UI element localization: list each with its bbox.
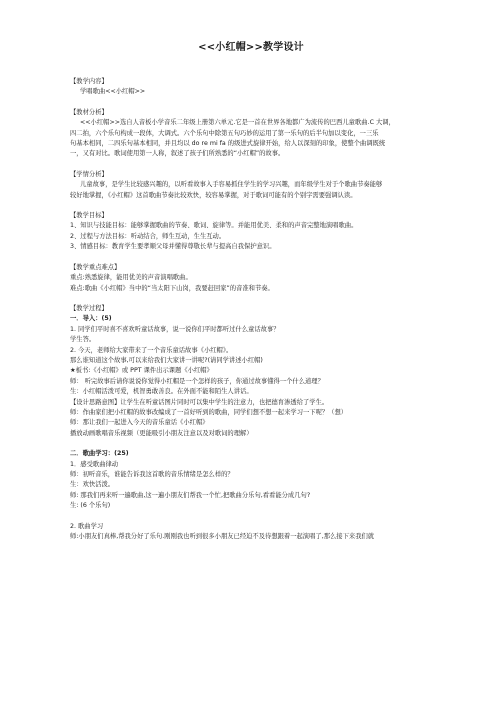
paragraph-line: 四二拍，六个乐句构成一段体，大调式。六个乐句中除第五句巧妙的运用了第一乐句的后半句加以变化，一三乐	[70, 129, 379, 137]
section-textbook-analysis	[70, 108, 432, 160]
section-heading: 【教学过程】	[70, 304, 108, 312]
document-page	[70, 38, 432, 542]
section-process	[70, 304, 432, 543]
page-title: <<小红帽>>教学设计	[198, 42, 304, 53]
subsection-heading: 二．歌曲学习：(25)	[70, 450, 129, 458]
paragraph-line: 儿童故事，是学生比较感兴趣的，以听看故事入手容易抓住学生的学习兴趣，而年级学生对于个歌曲节奏能够	[80, 181, 383, 189]
list-item: ★板书:《小红帽》或 PPT 课件出示课题《小红帽》	[70, 367, 213, 375]
list-item: 生: (6 个乐句)	[70, 502, 111, 510]
paragraph-line: 学唱歌曲<<小红帽>>	[80, 88, 146, 96]
section-heading: 【教材分析】	[70, 108, 108, 116]
list-item: 1．感受歌曲律动	[70, 460, 119, 468]
list-item: 2、过程与方法目标：听动结合，师生互动，生生互动。	[70, 232, 226, 240]
list-item: 2. 今天，老师给大家带来了一个音乐童话故事《小红帽》。	[70, 346, 233, 354]
list-item: 播放动画歌唱音乐视频（更能吸引小朋友注意以及对歌词的理解）	[70, 429, 253, 437]
paragraph-line: 一，又有对比。歌词使用第一人称，叙述了孩子们所熟悉的“小红帽”的故事。	[70, 150, 285, 158]
list-item: 师：初听音乐，谁能告诉我这首歌的音乐情绪是怎么样的？	[70, 471, 234, 478]
list-item: 师:小朋友们真棒,帮我分好了乐句.刚刚我也听到很多小朋友已经迫不及待想跟着一起演唱了,那么接下来我们就	[70, 533, 375, 541]
section-heading: 【学情分析】	[70, 170, 108, 178]
section-heading: 【教学重点难点】	[70, 263, 121, 271]
section-content	[70, 77, 432, 98]
list-item: 1、知识与技能目标：能够掌握歌曲的节奏、歌词、旋律等。并能用优美、柔和的声音完整地演唱歌曲。	[70, 222, 358, 230]
list-item: 学生答。	[70, 336, 96, 344]
paragraph-line: 难点:歌曲《小红帽》当中的“当太阳下山岗，我要赶回家”的音准和节奏。	[70, 284, 274, 292]
paragraph-line: 重点:熟悉旋律，能用优美的声音演唱歌曲。	[70, 274, 192, 282]
list-item: 生：欢快活泼。	[70, 481, 115, 489]
list-item: 【设计思路意图】让学生在听童话图片同时可以集中学生的注意力，也把德育渗透给了学生。	[70, 398, 329, 406]
section-objectives	[70, 211, 432, 253]
list-item: 师：作曲家们把小红帽的故事改编成了一首好听到的歌曲，同学们想不想一起来学习一下呢？（想）	[70, 408, 348, 416]
list-item: 1. 同学们平时喜不喜欢听童话故事，说一说你们平时都听过什么童话故事？	[70, 325, 280, 333]
subsection-heading: 一．导入：(5)	[70, 315, 112, 323]
section-key-points	[70, 263, 432, 294]
section-heading: 【教学目标】	[70, 212, 108, 220]
list-item: 那么谁知道这个故事,可以来给我们大家讲一讲呢?(请同学讲述小红帽)	[70, 356, 263, 364]
paragraph-line: 较好地掌握，《小红帽》这首歌曲节奏比较欢快，较容易掌握，对于歌词可能有的个别字需要强调认读。	[70, 191, 357, 199]
section-heading: 【教学内容】	[70, 78, 108, 85]
section-student-analysis	[70, 170, 432, 201]
list-item: 2. 歌曲学习	[70, 522, 104, 530]
paragraph-line: <<小红帽>>选自人音板小学音乐二年级上册第六单元.它是一首在世界各地都广为流传的巴西儿童歌曲.C 大调，	[80, 119, 395, 127]
list-item: 师：那让我们一起进入今天的音乐童话《小红帽》	[70, 419, 209, 427]
list-item: 师： 听完故事后请你说说你觉得小红帽是一个怎样的孩子，你通过故事懂得一个什么道理？	[70, 377, 324, 385]
list-item: 师: 那我们再来听一遍歌曲,这一遍小朋友们帮我一个忙,把歌曲分乐句,看看能分成几句?	[70, 491, 311, 499]
list-item: 生：小红帽活泼可爱，机智勇敢善良。在外面不能和陌生人讲话。	[70, 388, 253, 396]
list-item: 3、情感目标：教育学生要孝顺父母并懂得尊敬长辈与提高自我保护意识。	[70, 243, 276, 251]
paragraph-line: 句基本相同，二四乐句基本相同，并且均以 do re mi fa 的级进式旋律开始，给人以深刻的印象，使整个曲调既统	[70, 140, 386, 148]
